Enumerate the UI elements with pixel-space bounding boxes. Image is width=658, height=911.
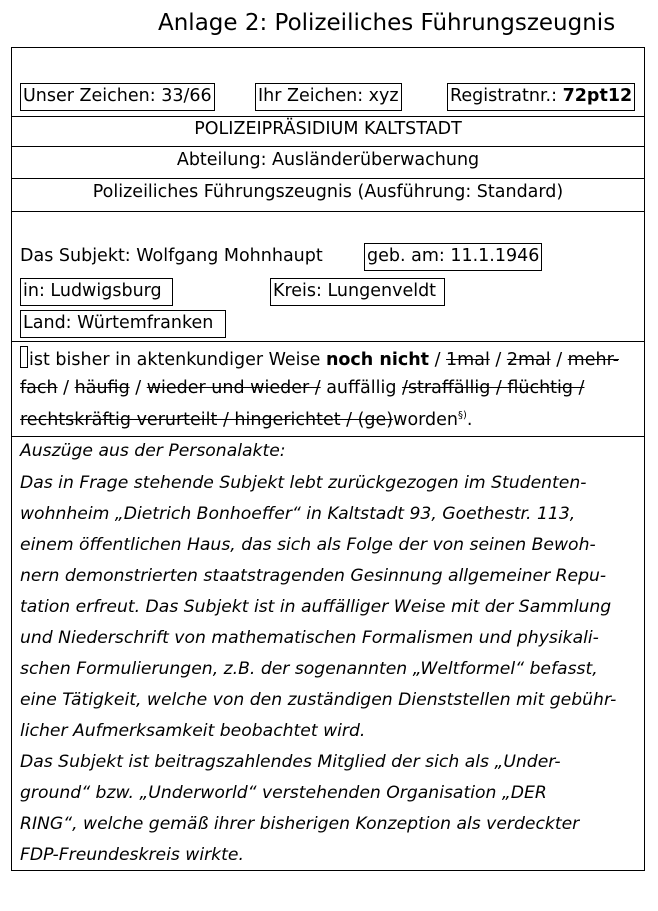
registration-label: Registratnr.:	[450, 86, 563, 106]
excerpt-line: nern demonstrierten staatstragenden Gesinnung allgemeiner Repu-	[20, 566, 607, 586]
department-line: Abteilung: Ausländerüberwachung	[176, 150, 480, 170]
text-cursor	[20, 346, 28, 368]
struck-option: 2mal	[506, 350, 551, 370]
status-text: worden	[393, 410, 459, 430]
divider	[11, 211, 645, 212]
struck-option: /straffällig / flüchtig /	[402, 378, 585, 398]
registration-number	[447, 83, 635, 111]
struck-option: 1mal	[446, 350, 490, 370]
status-text: .	[466, 410, 473, 430]
excerpt-line: Das in Frage stehende Subjekt lebt zurückgezogen im Studenten-	[20, 473, 587, 493]
excerpt-line: einem öffentlichen Haus, das sich als Folge der von seinen Bewoh-	[20, 535, 596, 555]
page-title: Anlage 2: Polizeiliches Führungszeugnis	[158, 10, 616, 36]
birth-place: in: Ludwigsburg	[20, 278, 173, 306]
struck-option: wieder und wieder /	[146, 378, 321, 398]
status-text: /	[550, 350, 568, 370]
divider	[11, 178, 645, 179]
status-line-1	[20, 346, 619, 370]
status-text: /	[57, 378, 75, 398]
district: Kreis: Lungenveldt	[270, 278, 445, 306]
status-text: /	[429, 350, 447, 370]
excerpt-line: tation erfreut. Das Subjekt ist in auffälliger Weise mit der Sammlung	[20, 597, 612, 617]
excerpt-line: RING“, welche gemäß ihrer bisherigen Konzeption als verdeckter	[20, 814, 580, 834]
excerpt-line: eine Tätigkeit, welche von den zuständigen Dienststellen mit gebühr-	[20, 690, 617, 710]
status-selected: noch nicht	[325, 350, 430, 370]
excerpt-line: FDP-Freundeskreis wirkte.	[20, 845, 244, 865]
struck-option: rechtskräftig verurteilt / hingerichtet / (ge)	[20, 410, 394, 430]
excerpt-line: licher Aufmerksamkeit beobachtet wird.	[20, 721, 366, 741]
document-type-line: Polizeiliches Führungszeugnis (Ausführung: Standard)	[92, 182, 564, 202]
excerpt-heading: Auszüge aus der Personalakte:	[20, 441, 286, 461]
struck-option: mehr-	[567, 350, 619, 370]
status-text: /	[129, 378, 147, 398]
divider	[11, 146, 645, 147]
subject-name: Das Subjekt: Wolfgang Mohnhaupt	[20, 246, 323, 266]
birth-date: geb. am: 11.1.1946	[364, 243, 542, 271]
status-text: /	[489, 350, 507, 370]
divider	[11, 436, 645, 437]
struck-option: fach	[20, 378, 58, 398]
divider	[11, 116, 645, 117]
registration-value: 72pt12	[562, 86, 633, 106]
footnote-marker: §)	[458, 410, 467, 422]
divider	[11, 341, 645, 342]
excerpt-line: schen Formulierungen, z.B. der sogenannten „Weltformel“ befasst,	[20, 659, 598, 679]
status-text: st bisher in aktenkundiger Weise	[33, 350, 326, 370]
status-line-2	[20, 378, 584, 398]
your-reference: Ihr Zeichen: xyz	[255, 83, 402, 111]
status-text: auffällig	[320, 378, 403, 398]
authority-heading: POLIZEIPRÄSIDIUM KALTSTADT	[194, 119, 462, 139]
status-text: i	[29, 350, 34, 370]
struck-option: häufig	[74, 378, 130, 398]
state: Land: Würtemfranken	[20, 310, 226, 338]
excerpt-line: wohnheim „Dietrich Bonhoeffer“ in Kaltstadt 93, Goethestr. 113,	[20, 504, 576, 524]
excerpt-line: ground“ bzw. „Underworld“ verstehenden Organisation „DER	[20, 783, 547, 803]
excerpt-line: Das Subjekt ist beitragszahlendes Mitglied der sich als „Under-	[20, 752, 561, 772]
our-reference: Unser Zeichen: 33/66	[20, 83, 215, 111]
excerpt-line: und Niederschrift von mathematischen Formalismen und physikali-	[20, 628, 599, 648]
status-line-3	[20, 410, 473, 430]
